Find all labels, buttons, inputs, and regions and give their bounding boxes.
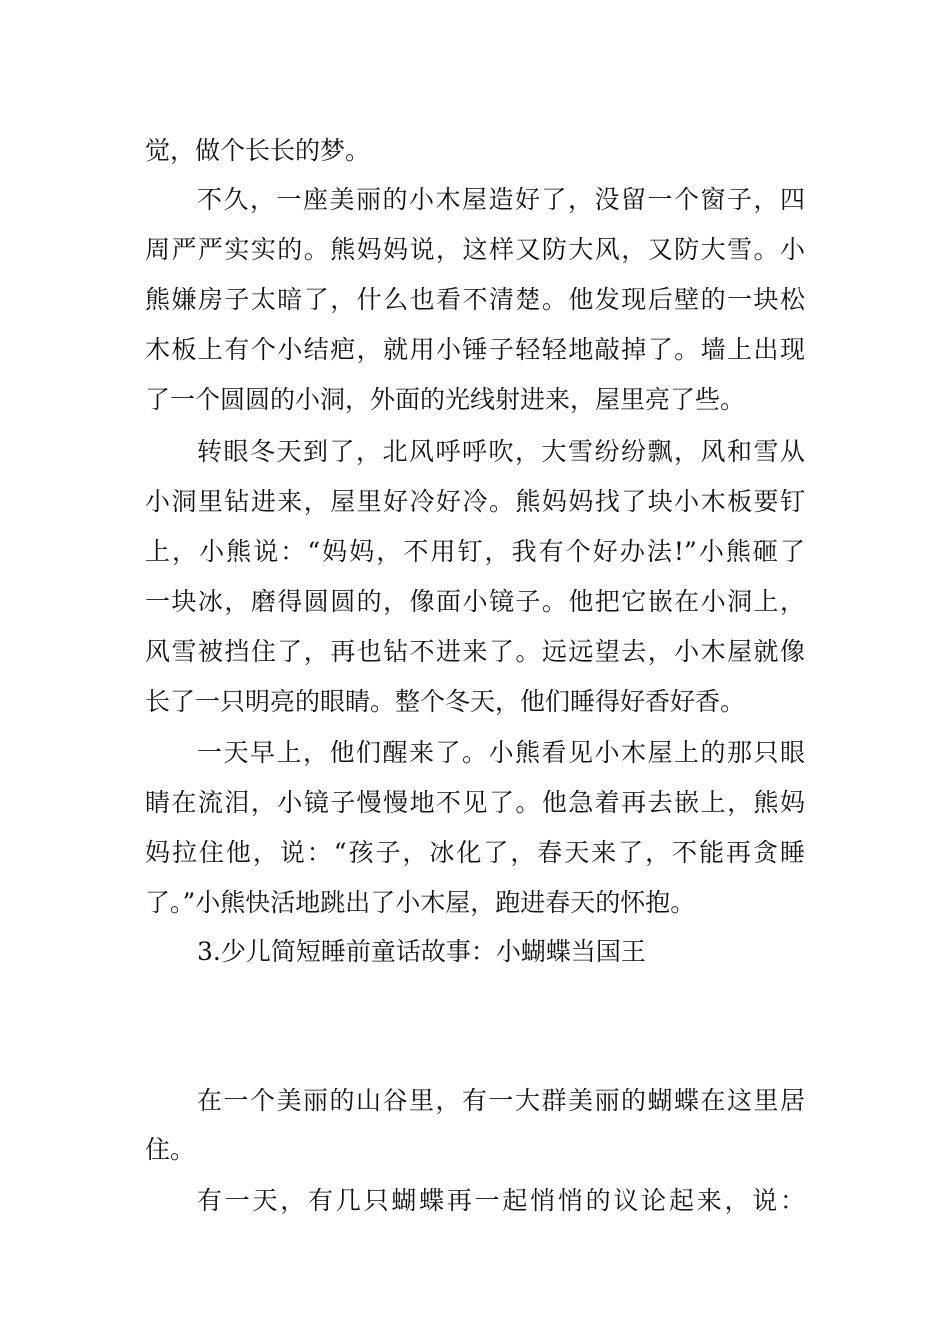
paragraph-line: 有一天，有几只蝴蝶再一起悄悄的议论起来，说： xyxy=(197,1186,805,1215)
paragraph-line: 熊嫌房子太暗了，什么也看不清楚。他发现后壁的一块松 xyxy=(145,285,805,314)
paragraph-line: 长了一只明亮的眼睛。整个冬天，他们睡得好香好香。 xyxy=(145,687,746,716)
section-heading: 3.少儿简短睡前童话故事：小蝴蝶当国王 xyxy=(197,937,646,966)
paragraph-line: 了。”小熊快活地跳出了小木屋，跑进春天的怀抱。 xyxy=(145,888,696,917)
paragraph-line: 在一个美丽的山谷里，有一大群美丽的蝴蝶在这里居 xyxy=(197,1086,805,1115)
paragraph-line: 风雪被挡住了，再也钻不进来了。远远望去，小木屋就像 xyxy=(145,637,805,666)
paragraph-line: 不久，一座美丽的小木屋造好了，没留一个窗子，四 xyxy=(197,185,805,214)
paragraph-line: 木板上有个小结疤，就用小锤子轻轻地敲掉了。墙上出现 xyxy=(145,335,805,364)
paragraph-line: 上，小熊说：“妈妈，不用钉，我有个好办法!”小熊砸了 xyxy=(145,537,805,566)
paragraph-line: 觉，做个长长的梦。 xyxy=(145,136,371,165)
paragraph-line: 住。 xyxy=(145,1135,196,1164)
paragraph-line: 妈拉住他，说：“孩子，冰化了，春天来了，不能再贪睡 xyxy=(145,838,805,867)
paragraph-line: 一天早上，他们醒来了。小熊看见小木屋上的那只眼 xyxy=(197,738,805,767)
paragraph-line: 转眼冬天到了，北风呼呼吹，大雪纷纷飘，风和雪从 xyxy=(197,437,805,466)
paragraph-line: 睛在流泪，小镜子慢慢地不见了。他急着再去嵌上，熊妈 xyxy=(145,788,805,817)
paragraph-line: 周严严实实的。熊妈妈说，这样又防大风，又防大雪。小 xyxy=(145,235,805,264)
paragraph-line: 小洞里钻进来，屋里好冷好冷。熊妈妈找了块小木板要钉 xyxy=(145,487,805,516)
paragraph-line: 一块冰，磨得圆圆的，像面小镜子。他把它嵌在小洞上， xyxy=(145,587,805,616)
paragraph-line: 了一个圆圆的小洞，外面的光线射进来，屋里亮了些。 xyxy=(145,385,746,414)
